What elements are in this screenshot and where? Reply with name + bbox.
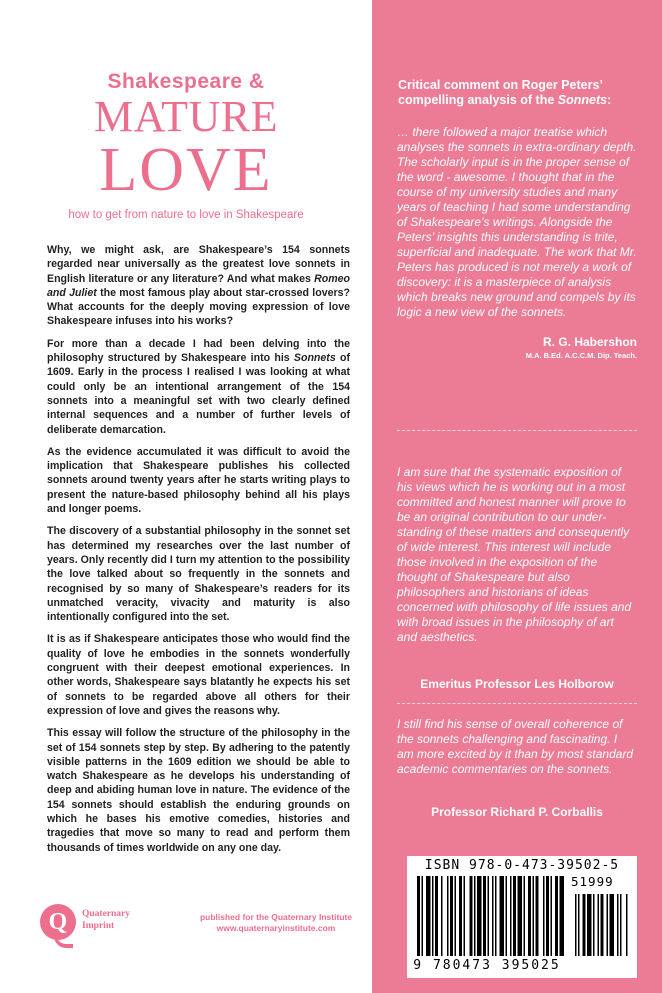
q-logo-tail — [54, 934, 73, 948]
barcode-bar — [536, 876, 539, 956]
isbn-label: ISBN 978-0-473-39502-5 — [424, 858, 620, 873]
barcode-bar — [543, 876, 545, 956]
author-holborow: Emeritus Professor Les Holborow — [420, 677, 614, 691]
author-habershon: R. G. Habershon — [542, 335, 637, 349]
quote-corballis: I still find his sense of overall coherence of the sonnets challenging and fascinating. I am more excited by it than by most standard academic commentaries on the sonnets. — [397, 717, 634, 776]
essay-paragraph-3: As the evidence accumulated it was difficult to avoid the implication that Shakespeare publishes his collected sonnets around twenty years after he starts writing plays to present the nature-based philosophy behind all his plays and longer poems. — [47, 445, 350, 516]
barcode-addon-bar — [587, 894, 592, 956]
quote-habershon: … there followed a major treatise which analyses the sonnets in extra-ordinary depth. The scholarly input is in the proper sense of the word - awesome. I thought that in the course of my university studies and many years of teaching I had some understanding of Shakespeare’s writings. Alongside the Peters’ insights this understanding is trite, superficial and inadequate. The work that Mr. Peters has produced is not merely a work of discovery: it is a masterpiece of analysis which breaks new ground and compels by its logic a new view of the sonnets. — [397, 125, 637, 319]
tagline: how to get from nature to love in Shakespeare — [68, 209, 304, 221]
barcode-bar — [459, 876, 462, 956]
critique-heading: Critical comment on Roger Peters’ compelling analysis of the Sonnets: — [398, 78, 612, 107]
barcode-bar — [417, 876, 420, 956]
barcode-bar — [447, 876, 449, 956]
barcode-addon-bar — [583, 894, 586, 956]
barcode-bar — [488, 876, 490, 956]
barcode-addon-bar — [626, 894, 628, 956]
barcode-addon-bar — [601, 894, 604, 956]
barcode-addon-bar — [610, 894, 615, 956]
essay-paragraph-5: It is as if Shakespeare anticipates those who would find the quality of love he embodies in the sonnets wonderfully congruent with their deepest emotional experiences. In other words, Shakespeare says blatantly he expects his set of sonnets to be regarded above all others for their expression of love and gives the reasons why. — [47, 633, 350, 717]
barcode-bar — [483, 876, 486, 956]
divider — [397, 703, 637, 704]
quaternary-imprint-logo — [40, 900, 180, 950]
barcode-bar — [441, 876, 443, 956]
barcode-bar — [426, 876, 431, 956]
barcode-bar — [470, 876, 473, 956]
barcode-bar — [510, 876, 512, 956]
barcode-bar — [455, 876, 457, 956]
publisher-info — [186, 912, 366, 934]
barcode-ean-digits: 9 780473 395025 — [413, 958, 561, 973]
essay-paragraph-2: For more than a decade I had been delving into the philosophy structured by Shakespeare into his Sonnets of 1609. Early in the process I realised I was looking at what could only be an intentional arrangement of the 154 sonnets into a meaningful set with two clearly defined internal sequences and a number of further levels of deliberate demarcation. — [47, 337, 350, 436]
barcode-bar — [474, 876, 476, 956]
barcode-addon-bar — [578, 894, 580, 956]
barcode-bar — [435, 876, 438, 956]
q-logo-icon: Q — [40, 904, 76, 940]
barcode-bar — [495, 876, 497, 956]
barcode-bar — [492, 876, 494, 956]
barcode-bar — [477, 876, 482, 956]
quote-holborow: I am sure that the systematic exposition of his views which he is working out in a most committed and honest manner will prove to be an original contribution to our under-standing of these matters and consequently of wide interest. This interest will include those involved in the exposition of the thought of Shakespeare but also philosophers and historians of ideas concerned with philosophy of life issues and with broad issues in the philosophy of art and aesthetics. — [397, 465, 632, 644]
isbn-barcode — [407, 856, 637, 978]
barcode-addon-digits: 51999 — [571, 874, 614, 889]
barcode-bar — [524, 876, 526, 956]
essay-paragraph-4: The discovery of a substantial philosophy in the sonnet set has determined my researches over the last number of years. Only recently did I turn my attention to the possibility the love talked about so frequently in the sonnets and recognised by so many of Shakespeare’s readers for its unmatched veracity, vivacity and maturity is also intentionally configured into the set. — [47, 525, 350, 624]
divider — [397, 430, 637, 431]
barcode-bar — [533, 876, 535, 956]
barcode-bar — [513, 876, 516, 956]
barcode-addon-bar — [620, 894, 622, 956]
barcode-bar — [528, 876, 531, 956]
barcode-addon-bar — [598, 894, 600, 956]
barcode-bar — [432, 876, 434, 956]
barcode-addon-bar — [607, 894, 609, 956]
title-line-3: LOVE — [99, 136, 273, 204]
barcode-bar — [450, 876, 453, 956]
barcode-bar — [560, 876, 565, 956]
imprint-name-line-1: Quaternary — [82, 909, 131, 919]
barcode-bar — [422, 876, 424, 956]
barcode-bar — [518, 876, 523, 956]
imprint-name-line-2: Imprint — [82, 921, 115, 931]
barcode-bar — [551, 876, 553, 956]
website-link[interactable]: www.quaternaryinstitute.com — [216, 923, 336, 933]
essay-paragraph-6: This essay will follow the structure of the philosophy in the set of 154 sonnets step by step. By adhering to the patently visible patterns in the 1609 edition we should be able to watch Shakespeare as he develops his understanding of deep and abiding human love in nature. The evidence of the 154 sonnets should establish the enduring grounds on which he bases his emotive comedies, histories and tragedies that move so many to read and perform them thousands of times worldwide on any one day. — [47, 727, 350, 854]
barcode-bar — [464, 876, 466, 956]
barcode-bar — [546, 876, 549, 956]
title-line-2: MATURE — [94, 92, 278, 141]
title-line-1: Shakespeare & — [107, 70, 265, 93]
essay-paragraph-1: Why, we might ask, are Shakespeare’s 154 sonnets regarded near universally as the greatest love sonnets in English literature or any literature? And what makes Romeo and Juliet the most famous play about star-crossed lovers? What accounts for the deeply moving expression of love Shakespeare infuses into his works? — [47, 244, 350, 328]
barcode-bar — [555, 876, 558, 956]
barcode-addon-bar — [617, 894, 619, 956]
barcode-bar — [500, 876, 505, 956]
author-habershon-credentials: M.A. B.Ed. A.C.C.M. Dip. Teach. — [525, 351, 637, 360]
published-for-text: published for the Quaternary Institute — [199, 912, 353, 922]
barcode-addon-bar — [575, 894, 577, 956]
barcode-bar — [506, 876, 508, 956]
essay-text — [47, 243, 350, 863]
barcode-addon-bar — [593, 894, 595, 956]
author-corballis: Professor Richard P. Corballis — [431, 805, 603, 819]
